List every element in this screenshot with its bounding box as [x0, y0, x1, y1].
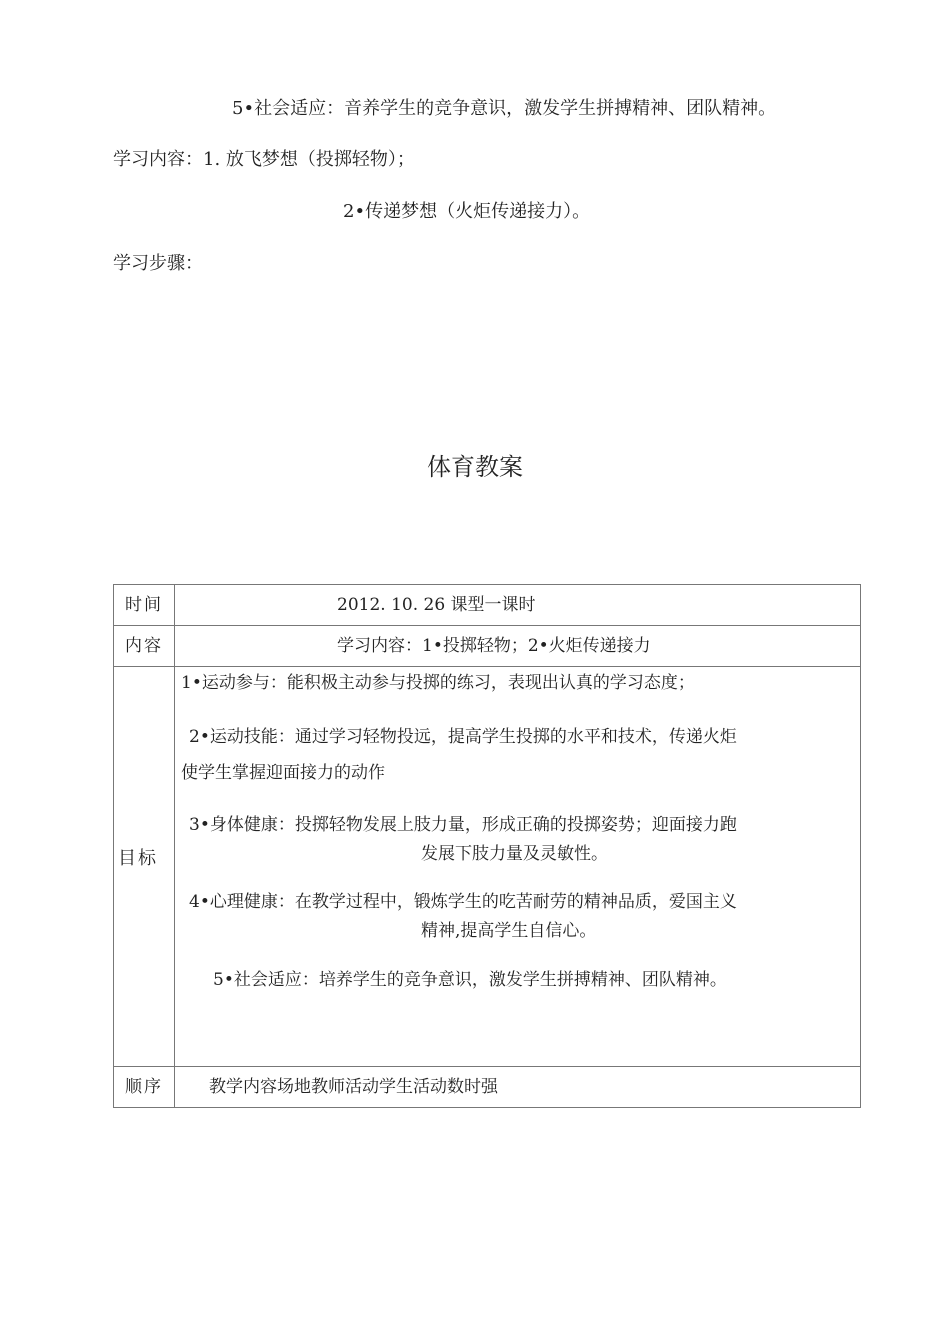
row-value-content: 学习内容：1•投掷轻物；2•火炬传递接力	[337, 636, 651, 656]
top-line-learning-steps: 学习步骤：	[113, 253, 203, 274]
top-line-social-adaptation: 5•社会适应：音养学生的竞争意识，激发学生拼搏精神、团队精神。	[232, 98, 777, 119]
top-line-relay-content: 2•传递梦想（火炬传递接力）。	[343, 201, 591, 222]
row-value-time: 2012. 10. 26 课型一课时	[337, 595, 536, 615]
top-line-learning-content: 学习内容：1. 放飞梦想（投掷轻物）；	[113, 149, 415, 170]
row-value-sequence: 教学内容场地教师活动学生活动数时强	[209, 1077, 498, 1097]
table-row-content	[114, 626, 861, 667]
goal-skill-line2: 使学生掌握迎面接力的动作	[181, 763, 385, 783]
goal-mental-line1: 4•心理健康：在教学过程中，锻炼学生的吃苦耐劳的精神品质，爱国主义	[189, 892, 737, 912]
lesson-plan-table	[113, 584, 861, 1108]
row-label-goals: 目标	[118, 848, 158, 869]
table-row-time	[114, 585, 861, 626]
goal-participation: 1•运动参与：能积极主动参与投掷的练习，表现出认真的学习态度；	[181, 673, 695, 693]
table-row-sequence	[114, 1067, 861, 1108]
goal-social: 5•社会适应：培养学生的竞争意识，激发学生拼搏精神、团队精神。	[213, 970, 727, 990]
row-label-time: 时间	[125, 595, 163, 615]
goal-mental-line2: 精神,提高学生自信心。	[421, 921, 597, 941]
row-label-content: 内容	[125, 636, 163, 656]
goal-health-line2: 发展下肢力量及灵敏性。	[421, 844, 608, 864]
table-row-goals	[114, 667, 861, 1067]
goal-skill-line1: 2•运动技能：通过学习轻物投远，提高学生投掷的水平和技术，传递火炬	[189, 727, 737, 747]
goal-health-line1: 3•身体健康：投掷轻物发展上肢力量，形成正确的投掷姿势；迎面接力跑	[189, 815, 737, 835]
page-title: 体育教案	[427, 453, 523, 481]
row-label-sequence: 顺序	[125, 1077, 163, 1097]
